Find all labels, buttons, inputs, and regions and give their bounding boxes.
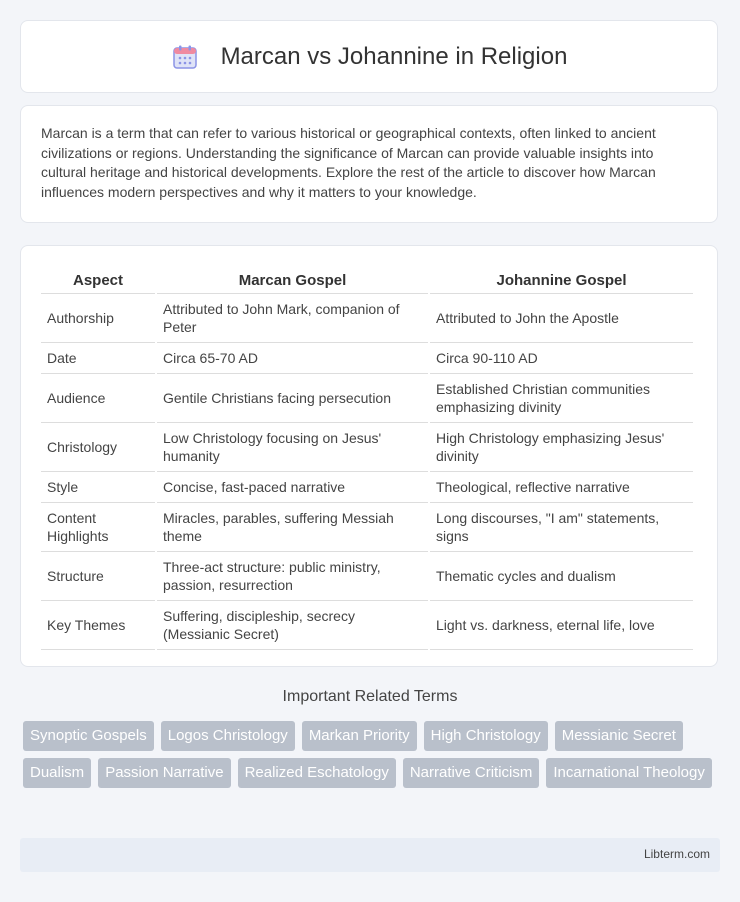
table-cell: Low Christology focusing on Jesus' humanity bbox=[157, 423, 428, 472]
table-cell: Structure bbox=[41, 552, 155, 601]
table-cell: Theological, reflective narrative bbox=[430, 472, 693, 503]
comparison-card bbox=[20, 245, 718, 667]
footer-site-link[interactable]: Libterm.com bbox=[643, 847, 710, 861]
table-cell: Key Themes bbox=[41, 601, 155, 650]
table-cell: Authorship bbox=[41, 294, 155, 343]
table-cell: Circa 65-70 AD bbox=[157, 343, 428, 374]
table-cell: High Christology emphasizing Jesus' divinity bbox=[430, 423, 693, 472]
table-cell: Gentile Christians facing persecution bbox=[157, 374, 428, 423]
table-cell: Suffering, discipleship, secrecy (Messianic Secret) bbox=[157, 601, 428, 650]
page-title: Marcan vs Johannine in Religion bbox=[220, 42, 568, 70]
related-terms-list bbox=[23, 721, 723, 788]
table-cell: Established Christian communities emphasizing divinity bbox=[430, 374, 693, 423]
intro-text: Marcan is a term that can refer to various historical or geographical contexts, often linked to ancient civilizations or regions. Understanding the significance of Marcan can provide valuable insights into cultural heritage and historical developments. Explore the rest of the article to discover how Marcan influences modern perspectives and why it matters to your knowledge. bbox=[41, 125, 656, 200]
table-row bbox=[41, 552, 693, 601]
table-cell: Three-act structure: public ministry, passion, resurrection bbox=[157, 552, 428, 601]
table-row bbox=[41, 503, 693, 552]
related-term-tag[interactable]: Messianic Secret bbox=[555, 721, 683, 751]
table-row bbox=[41, 472, 693, 503]
related-term-tag[interactable]: Synoptic Gospels bbox=[23, 721, 154, 751]
calendar-icon bbox=[171, 43, 199, 71]
table-cell: Circa 90-110 AD bbox=[430, 343, 693, 374]
table-cell: Content Highlights bbox=[41, 503, 155, 552]
table-header-row bbox=[41, 264, 693, 294]
table-cell: Audience bbox=[41, 374, 155, 423]
related-term-tag[interactable]: Incarnational Theology bbox=[546, 758, 712, 788]
related-term-tag[interactable]: Logos Christology bbox=[161, 721, 295, 751]
table-cell: Long discourses, "I am" statements, signs bbox=[430, 503, 693, 552]
table-cell: Miracles, parables, suffering Messiah theme bbox=[157, 503, 428, 552]
comparison-table bbox=[39, 264, 695, 650]
related-term-tag[interactable]: Dualism bbox=[23, 758, 91, 788]
header-card bbox=[20, 20, 718, 93]
table-cell: Thematic cycles and dualism bbox=[430, 552, 693, 601]
related-term-tag[interactable]: Passion Narrative bbox=[98, 758, 230, 788]
table-cell: Style bbox=[41, 472, 155, 503]
table-cell: Light vs. darkness, eternal life, love bbox=[430, 601, 693, 650]
column-header: Marcan Gospel bbox=[157, 264, 428, 294]
related-term-tag[interactable]: Narrative Criticism bbox=[403, 758, 540, 788]
table-row bbox=[41, 601, 693, 650]
table-row bbox=[41, 423, 693, 472]
related-term-tag[interactable]: Realized Eschatology bbox=[238, 758, 396, 788]
table-row bbox=[41, 343, 693, 374]
table-cell: Date bbox=[41, 343, 155, 374]
column-header: Aspect bbox=[41, 264, 155, 294]
column-header: Johannine Gospel bbox=[430, 264, 693, 294]
related-terms-title: Important Related Terms bbox=[282, 688, 458, 705]
related-term-tag[interactable]: High Christology bbox=[424, 721, 548, 751]
table-cell: Attributed to John Mark, companion of Peter bbox=[157, 294, 428, 343]
table-cell: Attributed to John the Apostle bbox=[430, 294, 693, 343]
table-row bbox=[41, 374, 693, 423]
table-cell: Christology bbox=[41, 423, 155, 472]
related-term-tag[interactable]: Markan Priority bbox=[302, 721, 417, 751]
footer bbox=[20, 838, 720, 872]
table-row bbox=[41, 294, 693, 343]
table-cell: Concise, fast-paced narrative bbox=[157, 472, 428, 503]
intro-card bbox=[20, 105, 718, 223]
